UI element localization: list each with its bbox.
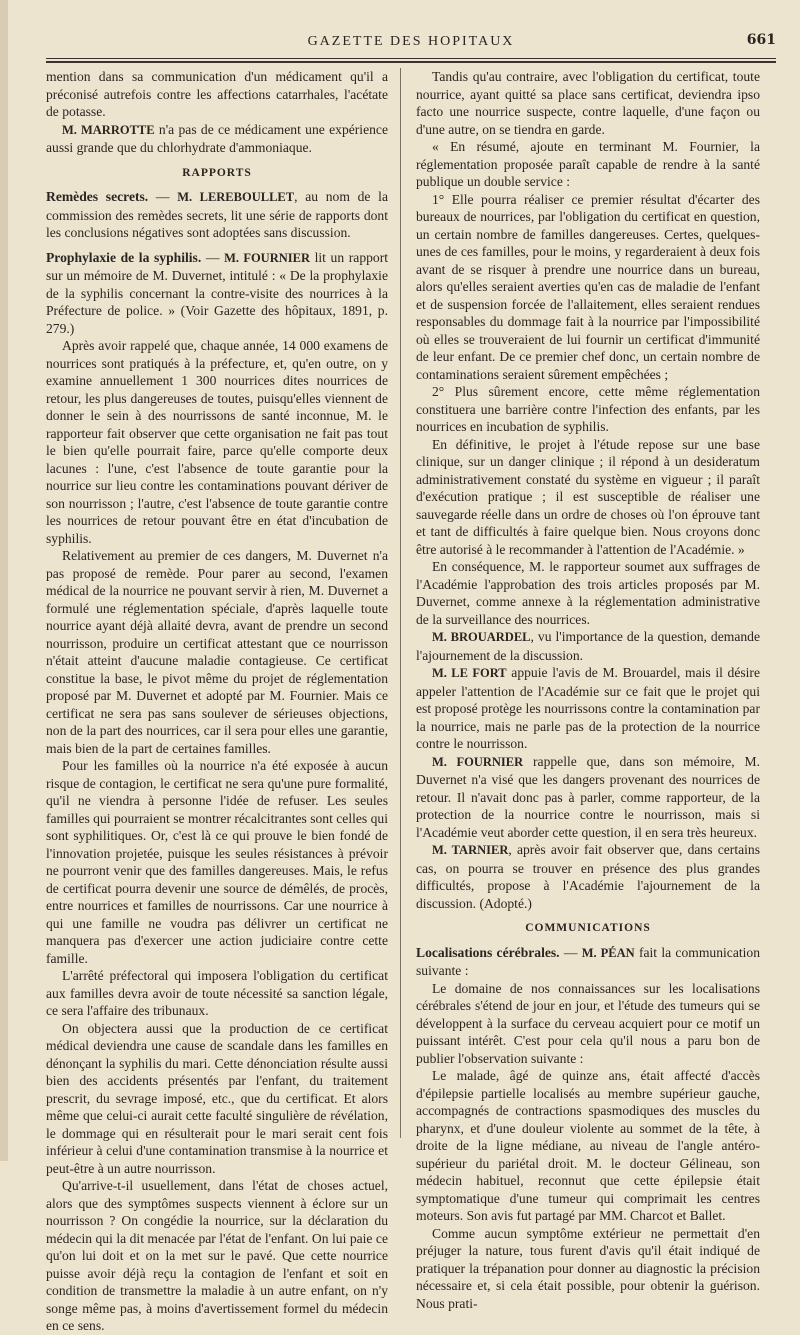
speaker-name: M. MARROTTE xyxy=(62,122,155,137)
paragraph xyxy=(46,121,388,157)
paragraph xyxy=(416,841,760,912)
paragraph: 2° Plus sûrement encore, cette même réglementation constituera une barrière contre l'infection des enfants, par les nourrices en incubation de syphilis. xyxy=(416,384,760,434)
paragraph: « En résumé, ajoute en terminant M. Fournier, la réglementation proposée paraît capable de rendre à la santé publique un double service : xyxy=(416,139,760,189)
page-edge xyxy=(0,0,8,1161)
speaker-name: M. TARNIER xyxy=(432,843,509,857)
dash: — xyxy=(559,944,582,960)
paragraph: En conséquence, M. le rapporteur soumet aux suffrages de l'Académie l'approbation des trois articles proposés par M. Duvernet, comme annexe à la réglementation administrative de la surveillance des nourrices. xyxy=(416,559,760,627)
paragraph-text: , après avoir fait observer que, dans certains cas, on pourra se trouver en présence des plus grandes difficultés, propose à l'Académie l'ajournement de la discussion. (Adopté.) xyxy=(416,842,760,911)
paragraph: Après avoir rappelé que, chaque année, 14 000 examens de nourrices sont pratiqués à la préfecture, et, qu'en outre, on y examine annuellement 1 300 nourrices dites nourrices de retour, les plus dangereuses de toutes, puisqu'elles viennent de donner le sein à des nourrissons de santé inconnue, M. le rapporteur fait observer que cette organisation ne fait pas tout le bien qu'elle pourrait faire, parce qu'elle comporte deux lacunes : l'une, c'est l'absence de toute garantie pour la nourrice sur lieu contre les contaminations pouvant dériver de son nourrisson ; l'autre, c'est l'absence de toute garantie contre les nourrices de retour pouvant être en état d'incubation de syphilis. xyxy=(46,338,388,546)
paragraph-text: fait la communication suivante : xyxy=(416,944,760,978)
paragraph: Pour les familles où la nourrice n'a été exposée à aucun risque de contagion, le certificat ne sera qu'une pure formalité, qu'il ne viendra à personne l'idée de refuser. Les seules familles qui pourraient se montrer récalcitrantes sont celles qui sont syphilitiques. Or, c'est là ce qui prouve le bien fondé de l'innovation projetée, puisque les seules résistances à prévoir ne pourront venir que des familles dangereuses. Mais, le refus de certificat pourra devenir une source de démêlés, de procès, entre nourrices et familles de nourrissons. Car une nourrice à qui une famille ne voudra pas délivrer un certificat ne manquera pas d'exercer une action judiciaire contre cette famille. xyxy=(46,758,388,966)
paragraph: Comme aucun symptôme extérieur ne permettait d'en préjuger la nature, tous furent d'avis qu'il était indiqué de pratiquer la trépanation pour donner au diagnostic la précision nécessaire et, si cela était possible, pour obtenir la guérison. Nous prati- xyxy=(416,1225,760,1311)
subject-heading: Prophylaxie de la syphilis. xyxy=(46,249,202,265)
page-header xyxy=(46,30,776,54)
paragraph-text: rappelle que, dans son mémoire, M. Duvernet n'a visé que les dangers provenant des nourrices de retour. Il n'avait donc pas à parler, comme rapporteur, de la protection de la nourrice contre le nourrisson, mais si l'Académie veut aborder cette question, il en sera très heureux. xyxy=(416,753,761,840)
paragraph xyxy=(416,944,760,980)
paragraph: 1° Elle pourra réaliser ce premier résultat d'écarter des bureaux de nourrices, par l'obligation du certificat en question, un certain nombre de familles dangereuses. Certes, quelques-unes de ces familles, pour le moins, y regarderaient à deux fois avant de se risquer à prendre une nourrice dans un bureau, alors qu'elles seraient averties qu'en cas de maladie de l'enfant et de suspension forcée de l'allaitement, elles seraient rendues responsables du dommage fait à la nourrice par l'impossibilité où elles se trouveraient de lui fournir un certificat d'immunité de leur enfant. De ce premier chef donc, un certain nombre de contaminations seraient sûrement empêchées ; xyxy=(416,191,760,382)
speaker-name: M. LE FORT xyxy=(432,666,507,680)
speaker-name: M. BROUARDEL xyxy=(432,630,531,644)
paragraph-text: , vu l'importance de la question, demande l'ajournement de la discussion. xyxy=(416,629,760,663)
paragraph xyxy=(46,188,388,242)
dash: — xyxy=(201,249,225,265)
journal-title: GAZETTE DES HOPITAUX xyxy=(307,34,515,49)
paragraph-text: n'a pas de ce médicament une expérience aussi grande que du chlorhydrate d'ammoniaque. xyxy=(46,121,388,155)
paragraph xyxy=(46,249,388,338)
paragraph: On objectera aussi que la production de ce certificat médical deviendra une cause de scandale dans les familles en dénonçant la syphilis du mari. Cette dénonciation résulte aussi bien des accidents présentés par l'enfant, du traitement prescrit, du sevrage imposé, etc., que du certificat. Et alors même que celui-ci aurait cette faculté singulière de révélation, le dommage qui en résulterait pour le mari serait cent fois inférieur à celui d'une contamination transmise à la nourrice et peut-être à un autre nourrisson. xyxy=(46,1020,388,1176)
speaker-name: M. FOURNIER xyxy=(224,250,310,265)
paragraph xyxy=(416,628,760,664)
dash: — xyxy=(148,189,178,204)
paragraph: Qu'arrive-t-il usuellement, dans l'état de choses actuel, alors que des symptômes suspects viennent à éclore sur un nourrisson ? On congédie la nourrice, sur la déclaration du médecin qui la dit menacée par l'état de l'enfant. On lui paie ce qu'on lui doit et on la met sur le pavé. Que cette nourrice puisse avoir déjà reçu la contagion de l'enfant et soit en condition de transmettre la maladie à un autre enfant, on n'y songe même pas, à moins d'avertissement formel du médecin en ce sens. xyxy=(46,1178,388,1333)
page-number: 661 xyxy=(746,32,776,48)
paragraph: mention dans sa communication d'un médicament qu'il a préconisé autrefois contre les affections catarrhales, l'acétate de potasse. xyxy=(46,69,388,119)
paragraph: Le malade, âgé de quinze ans, était affecté d'accès d'épilepsie partielle localisés au membre supérieur gauche, accompagnés de contractions spasmodiques des muscles du pharynx, et d'une douleur violente au sommet de la tête, à droite de la ligne médiane, au niveau de l'angle antéro-supérieur du pariétal droit. M. le docteur Gélineau, son médecin habituel, reconnut que cette épilepsie était symptomatique d'une tumeur qui comprimait les centres moteurs. Son avis fut partagé par MM. Charcot et Ballet. xyxy=(416,1068,760,1223)
paragraph xyxy=(416,753,760,842)
subject-heading: Remèdes secrets. xyxy=(46,189,149,204)
section-heading: COMMUNICATIONS xyxy=(525,922,651,934)
column-divider xyxy=(400,68,401,1138)
speaker-name: M. LEREBOULLET xyxy=(177,190,295,204)
paragraph xyxy=(416,664,760,753)
paragraph: L'arrêté préfectoral qui imposera l'obligation du certificat aux familles devra avoir de toute nécessité sa sanction légale, ce sera l'affaire des tribunaux. xyxy=(46,968,388,1018)
paragraph: Le domaine de nos connaissances sur les localisations cérébrales s'étend de jour en jour, et l'étude des tumeurs qui se développent à la surface du cerveau acquiert pour ce motif un puissant intérêt. C'est pour cela qu'il nous a paru bon de publier l'observation suivante : xyxy=(416,980,760,1066)
left-column xyxy=(46,68,388,1335)
paragraph-text: appuie l'avis de M. Brouardel, mais il désire appeler l'attention de l'Académie sur ce fait que le projet qui est proposé protège les nourrissons contre la contamination par la nourrice, mais ne parle pas de la protection de la nourrice contre le nourrisson. xyxy=(416,665,760,751)
section-heading: RAPPORTS xyxy=(182,166,252,179)
paragraph-text: lit un rapport sur un mémoire de M. Duvernet, intitulé : « De la prophylaxie de la syphilis concernant la contre-visite des nourrices à la Préfecture de police. » (Voir Gazette des hôpitaux, 1891, p. 279.) xyxy=(46,249,389,336)
paragraph: Relativement au premier de ces dangers, M. Duvernet n'a pas proposé de remède. Pour parer au second, l'examen médical de la nourrice ne pouvant servir à rien, M. Duvernet a formulé une réglementation spéciale, d'après laquelle toute nourrice ayant déjà allaité devra, avant de prendre un second nourrisson, produire un certificat attestant que ce nourrisson n'était atteint d'aucune maladie contagieuse. Ce certificat constitue la base, le pivot même du projet de réglementation proposé par M. Duvernet et adopté par M. Fournier. Mais ce certificat ne sera pas sans soulever de sérieuses objections, non de la part des nourrices, car il sera pour elles une garantie, mais bien de la part de certaines familles. xyxy=(46,548,388,756)
paragraph: Tandis qu'au contraire, avec l'obligation du certificat, toute nourrice, ayant quitté sa place sans certificat, deviendra ipso facto une nourrice suspecte, contre laquelle, d'une façon ou d'une autre, on se tiendra en garde. xyxy=(416,69,760,137)
speaker-name: M. FOURNIER xyxy=(432,754,524,769)
paragraph-text: , au nom de la commission des remèdes secrets, lit une série de rapports dont les conclusions négatives sont adoptées sans discussion. xyxy=(46,189,388,240)
paragraph: En définitive, le projet à l'étude repose sur une base clinique, sur un danger clinique ; il répond à un desideratum administrativement constaté du système en vigueur ; il paraît d'exécution pratique ; il est susceptible de réaliser une sauvegarde réelle dans un ordre de choses où l'on éprouve tant et tant de difficultés à faire quelque bien. Nous croyons donc être autorisé à le recommander à l'attention de l'Académie. » xyxy=(416,436,760,557)
subject-heading: Localisations cérébrales. xyxy=(416,944,560,960)
speaker-name: M. PÉAN xyxy=(581,945,635,960)
header-rule-thick xyxy=(46,61,776,63)
header-rule xyxy=(46,58,776,59)
right-column xyxy=(416,68,760,1312)
